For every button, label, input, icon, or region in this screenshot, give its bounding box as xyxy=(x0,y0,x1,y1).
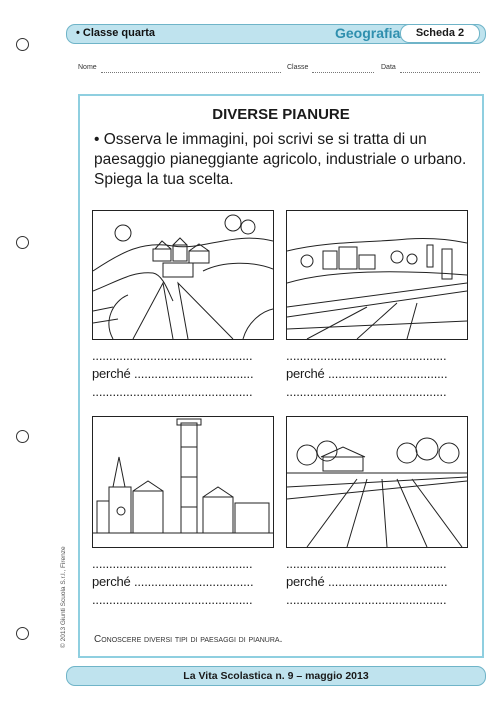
class-field[interactable] xyxy=(312,72,374,73)
publication-label: La Vita Scolastica n. 9 – maggio 2013 xyxy=(183,670,369,682)
copyright-notice: © 2013 Giunti Scuola S.r.l., Firenze xyxy=(60,546,67,648)
instruction-text: • Osserva le immagini, poi scrivi se si tratta di un paesaggio pianeggiante agricolo, industriale o urbano. Spiega la tua scelta. xyxy=(94,131,467,188)
date-field[interactable] xyxy=(400,72,480,73)
header-bar xyxy=(66,24,486,44)
answer-blank[interactable]: ............................................... xyxy=(92,592,253,607)
because-line[interactable]: perché ................................... xyxy=(286,366,448,381)
answer-blank[interactable]: ............................................... xyxy=(92,556,253,571)
illustration-urban-plain xyxy=(92,416,274,548)
binder-hole xyxy=(16,236,29,249)
illustration-industrial-plain xyxy=(286,210,468,340)
because-line[interactable]: perché ................................... xyxy=(286,574,448,589)
name-label: Nome xyxy=(78,64,97,71)
binder-hole xyxy=(16,627,29,640)
answer-blank[interactable]: ............................................... xyxy=(92,348,253,363)
illustration-farmland-plain xyxy=(286,416,468,548)
answer-blank[interactable]: ............................................... xyxy=(92,384,253,399)
class-level-label: • Classe quarta xyxy=(76,27,156,39)
because-line[interactable]: perché ................................... xyxy=(92,366,254,381)
binder-hole xyxy=(16,430,29,443)
illustration-agricultural-plain xyxy=(92,210,274,340)
because-line[interactable]: perché ................................... xyxy=(92,574,254,589)
name-field[interactable] xyxy=(101,72,281,73)
worksheet-title: DIVERSE PIANURE xyxy=(212,106,350,123)
sheet-number-badge: Scheda 2 xyxy=(400,24,480,43)
class-field-label: Classe xyxy=(287,64,309,71)
learning-objective: Conoscere diversi tipi di paesaggi di pianura. xyxy=(94,634,283,645)
date-label: Data xyxy=(381,64,396,71)
answer-blank[interactable]: ............................................... xyxy=(286,348,447,363)
subject-label: Geografia xyxy=(335,25,401,41)
answer-blank[interactable]: ............................................... xyxy=(286,556,447,571)
answer-blank[interactable]: ............................................... xyxy=(286,592,447,607)
answer-blank[interactable]: ............................................... xyxy=(286,384,447,399)
worksheet-panel xyxy=(78,94,484,658)
binder-hole xyxy=(16,38,29,51)
footer-bar xyxy=(66,666,486,686)
